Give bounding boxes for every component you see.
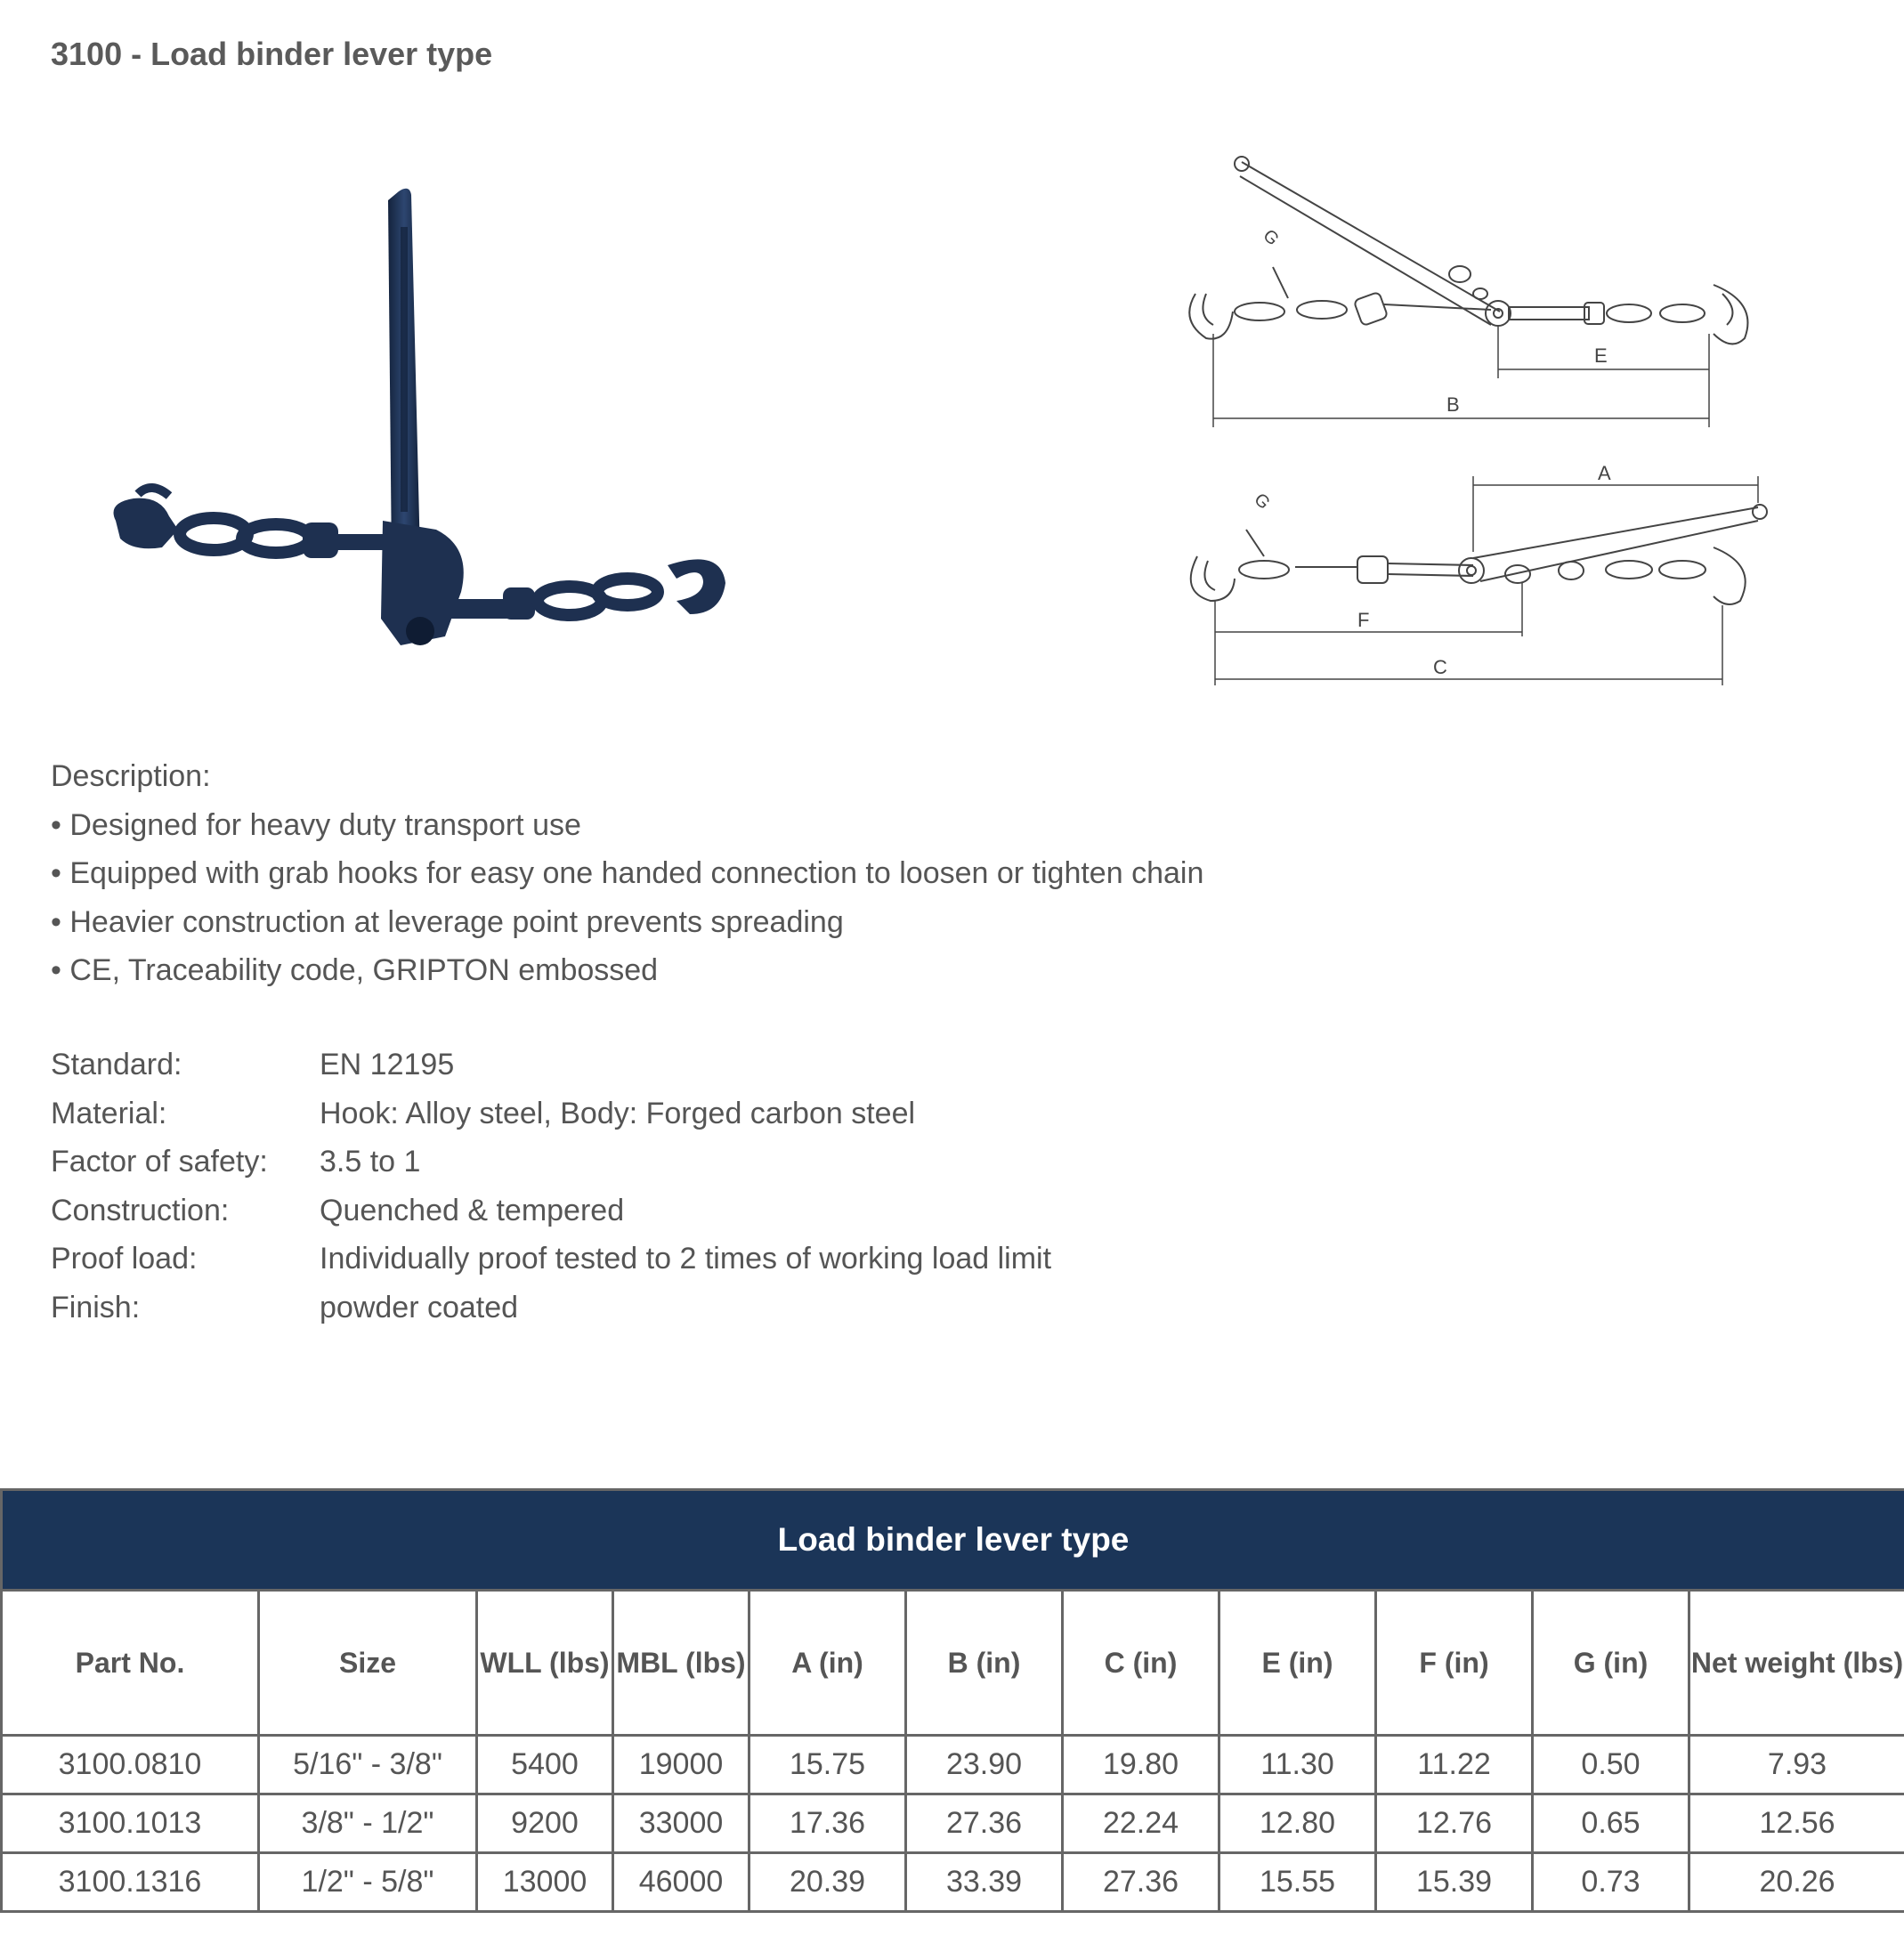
description-section [51, 752, 1203, 995]
table-cell: 0.50 [1533, 1736, 1689, 1794]
table-header-row [2, 1591, 1904, 1736]
spec-label: Construction: [51, 1193, 230, 1227]
dim-label-f: F [1357, 609, 1370, 631]
column-header: Part No. [2, 1591, 259, 1736]
table-cell: 33000 [613, 1794, 749, 1853]
table-cell: 5400 [477, 1736, 613, 1794]
spec-row-material [51, 1089, 1051, 1138]
spec-label: Material: [51, 1096, 167, 1130]
description-bullet: • Equipped with grab hooks for easy one handed connection to loosen or tighten chain [51, 856, 1204, 890]
table-cell: 17.36 [749, 1794, 906, 1853]
dim-label-b: B [1446, 393, 1460, 416]
description-bullet: • Heavier construction at leverage point prevents spreading [51, 904, 844, 939]
table-cell: 3100.0810 [2, 1736, 259, 1794]
spec-row-finish [51, 1284, 1051, 1332]
spec-label: Finish: [51, 1290, 141, 1324]
description-bullet: • CE, Traceability code, GRIPTON embossed [51, 953, 659, 987]
table-cell: 1/2" - 5/8" [259, 1853, 477, 1912]
spec-value: 3.5 to 1 [320, 1145, 421, 1179]
spec-label: Factor of safety: [51, 1145, 268, 1179]
specifications-list [51, 1041, 1051, 1332]
column-header: B (in) [906, 1591, 1063, 1736]
product-photo [98, 174, 748, 672]
column-header: G (in) [1533, 1591, 1689, 1736]
table-cell: 12.80 [1219, 1794, 1376, 1853]
table-cell: 12.76 [1376, 1794, 1533, 1853]
table-cell: 33.39 [906, 1853, 1063, 1912]
dim-label-c: C [1433, 656, 1447, 678]
table-row [2, 1794, 1904, 1853]
table-cell: 7.93 [1689, 1736, 1904, 1794]
table-cell: 20.26 [1689, 1853, 1904, 1912]
dim-label-g-bottom: G [1250, 490, 1274, 514]
column-header: MBL (lbs) [613, 1591, 749, 1736]
table-cell: 27.36 [1063, 1853, 1219, 1912]
table-row [2, 1853, 1904, 1912]
spec-value: EN 12195 [320, 1048, 455, 1081]
table-cell: 13000 [477, 1853, 613, 1912]
spec-label: Standard: [51, 1048, 182, 1081]
column-header: Size [259, 1591, 477, 1736]
table-cell: 19000 [613, 1736, 749, 1794]
spec-value: Quenched & tempered [320, 1193, 625, 1227]
table-cell: 15.39 [1376, 1853, 1533, 1912]
product-table [0, 1488, 1904, 1913]
dimension-diagram-bottom [1179, 458, 1785, 690]
spec-row-proof-load [51, 1235, 1051, 1284]
page-title: 3100 - Load binder lever type [51, 36, 493, 72]
spec-value: Hook: Alloy steel, Body: Forged carbon steel [320, 1096, 916, 1130]
table-cell: 46000 [613, 1853, 749, 1912]
table-cell: 22.24 [1063, 1794, 1219, 1853]
spec-value: Individually proof tested to 2 times of working load limit [320, 1242, 1052, 1276]
product-table-container [0, 1488, 1904, 1913]
table-cell: 12.56 [1689, 1794, 1904, 1853]
table-cell: 20.39 [749, 1853, 906, 1912]
table-cell: 15.55 [1219, 1853, 1376, 1912]
table-cell: 11.22 [1376, 1736, 1533, 1794]
table-cell: 5/16" - 3/8" [259, 1736, 477, 1794]
table-cell: 9200 [477, 1794, 613, 1853]
spec-label: Proof load: [51, 1242, 198, 1276]
table-cell: 11.30 [1219, 1736, 1376, 1794]
table-cell: 15.75 [749, 1736, 906, 1794]
table-cell: 0.65 [1533, 1794, 1689, 1853]
table-row [2, 1736, 1904, 1794]
table-cell: 23.90 [906, 1736, 1063, 1794]
dimension-diagram-top [1179, 142, 1762, 436]
table-cell: 3100.1316 [2, 1853, 259, 1912]
column-header: E (in) [1219, 1591, 1376, 1736]
table-cell: 0.73 [1533, 1853, 1689, 1912]
column-header: Net weight (lbs) [1689, 1591, 1904, 1736]
spec-value: powder coated [320, 1290, 519, 1324]
spec-row-standard [51, 1041, 1051, 1089]
table-cell: 27.36 [906, 1794, 1063, 1853]
dim-label-g-top: G [1259, 225, 1283, 250]
column-header: F (in) [1376, 1591, 1533, 1736]
spec-row-factor-of-safety [51, 1138, 1051, 1187]
table-caption: Load binder lever type [2, 1490, 1904, 1591]
description-heading: Description: [51, 759, 211, 793]
column-header: WLL (lbs) [477, 1591, 613, 1736]
dim-label-e: E [1594, 344, 1608, 367]
column-header: A (in) [749, 1591, 906, 1736]
table-cell: 19.80 [1063, 1736, 1219, 1794]
column-header: C (in) [1063, 1591, 1219, 1736]
table-cell: 3100.1013 [2, 1794, 259, 1853]
table-cell: 3/8" - 1/2" [259, 1794, 477, 1853]
description-bullet: • Designed for heavy duty transport use [51, 807, 581, 842]
dim-label-a: A [1598, 462, 1611, 484]
spec-row-construction [51, 1187, 1051, 1235]
